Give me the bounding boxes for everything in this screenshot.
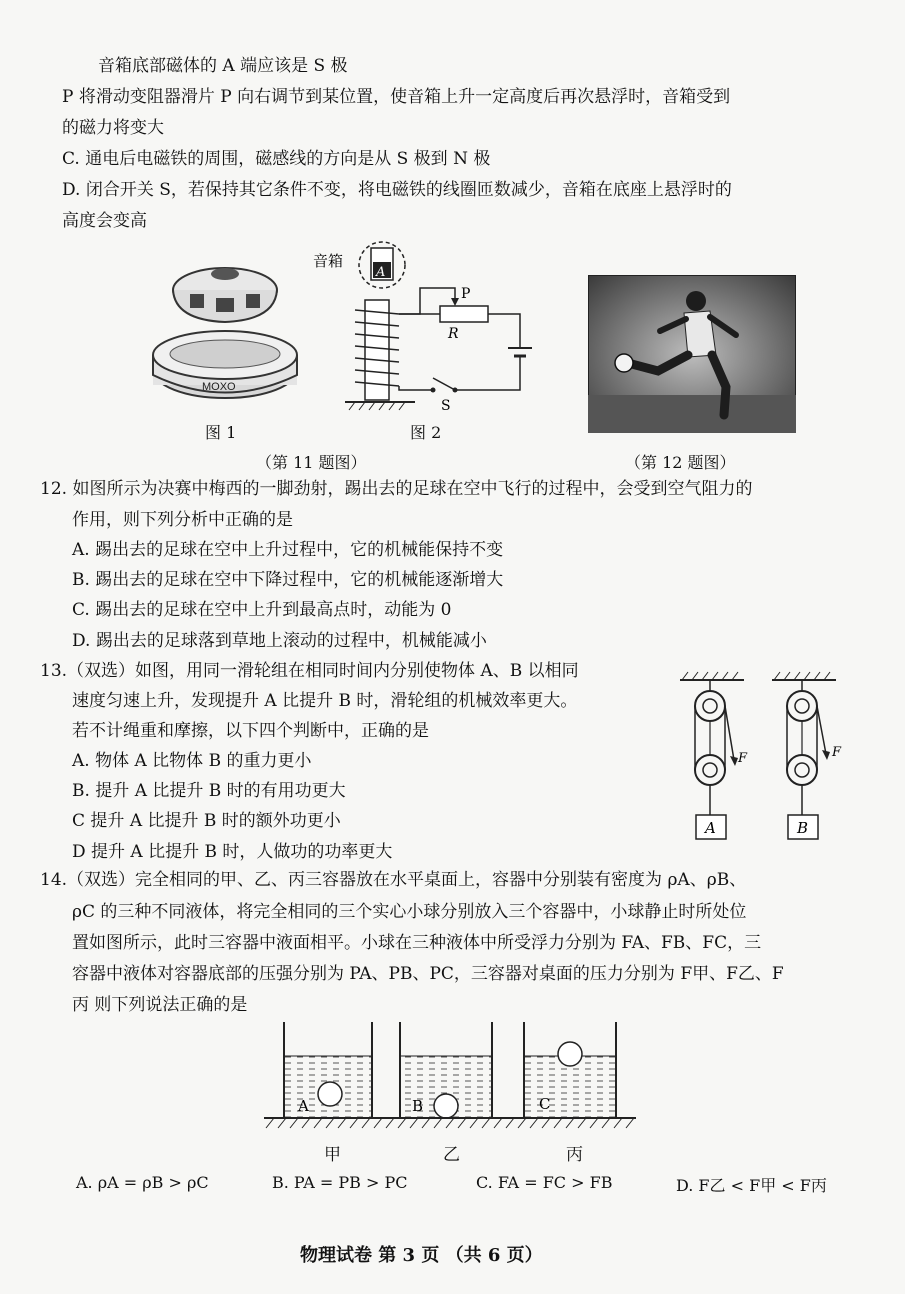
container-label-jia: 甲 (324, 1145, 341, 1165)
speaker-brand-label: MOXO (202, 381, 236, 393)
page-footer: 物理试卷 第 3 页 （共 6 页） (300, 1245, 543, 1266)
q14-stem-line3: 置如图所示，此时三容器中液面相平。小球在三种液体中所受浮力分别为 FA、FB、FC，三 (72, 933, 762, 953)
speaker-label: 音箱 (313, 252, 344, 270)
magnet-pole-label: A (376, 265, 386, 280)
ball-a (318, 1082, 342, 1106)
q13-option-b: B. 提升 A 比提升 B 时的有用功更大 (72, 781, 346, 801)
q13-stem-line2: 速度匀速上升，发现提升 A 比提升 B 时，滑轮组的机械效率更大。 (72, 691, 578, 711)
container-label-yi: 乙 (443, 1145, 460, 1165)
q14-stem-line2: ρC 的三种不同液体，将完全相同的三个实心小球分别放入三个容器中，小球静止时所处位 (72, 902, 747, 922)
q11-option-b-line1: P 将滑动变阻器滑片 P 向右调节到某位置，使音箱上升一定高度后再次悬浮时，音箱受到 (62, 87, 731, 107)
container-bing (524, 1022, 616, 1118)
pulley-system-figure (672, 670, 862, 845)
fig1-caption: 图 1 (205, 423, 237, 442)
pulley-set-b (772, 672, 842, 839)
q14-option-c: C. FA = FC > FB (476, 1173, 613, 1192)
resistor-label: R (448, 326, 459, 342)
q13-option-d: D 提升 A 比提升 B 时，人做功的功率更大 (72, 842, 393, 862)
block-a-label: A (705, 819, 716, 837)
force-label-b: F (832, 745, 842, 760)
q12-figure-caption: （第 12 题图） (625, 453, 736, 472)
q14-stem-line5: 丙 则下列说法正确的是 (72, 995, 248, 1015)
q14-option-b: B. PA = PB > PC (272, 1173, 408, 1192)
q13-option-a: A. 物体 A 比物体 B 的重力更小 (72, 751, 312, 771)
q14-option-d: D. F乙 < F甲 < F丙 (676, 1176, 827, 1195)
ball-a-label: A (298, 1097, 309, 1115)
q12-option-c: C. 踢出去的足球在空中上升到最高点时，动能为 0 (72, 600, 452, 620)
q12-option-d: D. 踢出去的足球落到草地上滚动的过程中，机械能减小 (72, 631, 487, 651)
q14-stem-line4: 容器中液体对容器底部的压强分别为 PA、PB、PC，三容器对桌面的压力分别为 F甲、F乙、F (72, 964, 784, 984)
slider-label: P (461, 286, 471, 302)
q12-option-b: B. 踢出去的足球在空中下降过程中，它的机械能逐渐增大 (72, 570, 504, 590)
container-yi (400, 1022, 492, 1118)
q12-stem-line1: 12. 如图所示为决赛中梅西的一脚劲射，踢出去的足球在空中飞行的过程中，会受到空气阻力的 (40, 479, 753, 499)
electromagnet-circuit-figure (305, 240, 535, 415)
q13-stem-line3: 若不计绳重和摩擦，以下四个判断中，正确的是 (72, 721, 429, 741)
q11-option-c: C. 通电后电磁铁的周围，磁感线的方向是从 S 极到 N 极 (62, 149, 491, 169)
q11-option-d-line2: 高度会变高 (62, 211, 147, 231)
fig2-caption: 图 2 (410, 423, 442, 442)
pulley-set-a (680, 672, 748, 839)
container-jia (284, 1022, 372, 1118)
q14-option-a: A. ρA = ρB > ρC (76, 1173, 209, 1192)
q11-option-a-tail: 音箱底部磁体的 A 端应该是 S 极 (98, 56, 348, 76)
ball-c (558, 1042, 582, 1066)
q11-option-b-line2: 的磁力将变大 (62, 118, 164, 138)
levitating-speaker-figure (140, 250, 310, 420)
soccer-kick-photo (588, 275, 796, 433)
q13-option-c: C 提升 A 比提升 B 时的额外功更小 (72, 811, 341, 831)
q13-stem-line1: 13.（双选）如图，用同一滑轮组在相同时间内分别使物体 A、B 以相同 (40, 661, 579, 681)
switch-label: S (441, 398, 451, 414)
q11-figure-caption: （第 11 题图） (256, 453, 367, 472)
block-b-label: B (797, 819, 809, 837)
q12-stem-line2: 作用，则下列分析中正确的是 (72, 510, 293, 530)
q11-option-d-line1: D. 闭合开关 S，若保持其它条件不变，将电磁铁的线圈匝数减少，音箱在底座上悬浮时的 (62, 180, 732, 200)
ball-c-label: C (539, 1095, 551, 1113)
force-label-a: F (738, 751, 748, 766)
q14-stem-line1: 14.（双选）完全相同的甲、乙、丙三容器放在水平桌面上，容器中分别装有密度为 ρA、ρB、 (40, 870, 747, 890)
q12-option-a: A. 踢出去的足球在空中上升过程中，它的机械能保持不变 (72, 540, 504, 560)
three-containers-figure (260, 1018, 640, 1133)
ball-b-label: B (412, 1097, 424, 1115)
container-label-bing: 丙 (566, 1145, 583, 1165)
ball-b (434, 1094, 458, 1118)
